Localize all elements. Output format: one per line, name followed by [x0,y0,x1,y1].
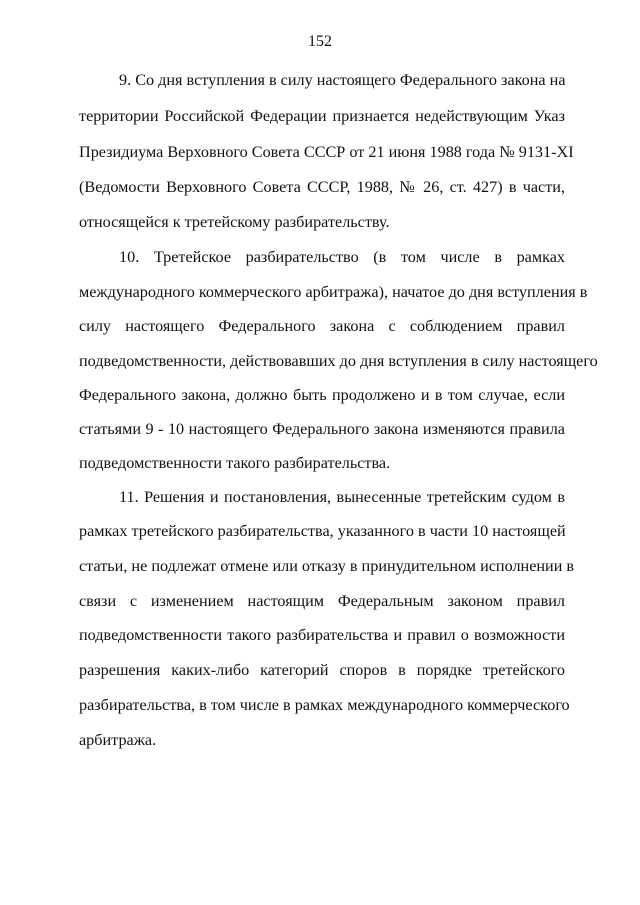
paragraph-10-line-1: 10. Третейское разбирательство (в том числе в рамках [119,248,565,266]
paragraph-10-line-3: силу настоящего Федерального закона с соблюдением правил [79,317,565,335]
paragraph-9-line-5: относящейся к третейскому разбирательству. [79,213,390,231]
paragraph-11-line-3: статьи, не подлежат отмене или отказу в принудительном исполнении в [79,557,575,575]
paragraph-10-line-6: статьями 9 - 10 настоящего Федерального закона изменяются правила [79,420,565,438]
paragraph-11-line-2: рамках третейского разбирательства, указанного в части 10 настоящей [79,522,566,540]
paragraph-11-line-8: арбитража. [79,731,157,749]
paragraph-11-line-5: подведомственности такого разбирательства и правил о возможности [79,626,565,644]
page-number: 152 [308,33,332,50]
paragraph-10-line-4: подведомственности, действовавших до дня вступления в силу настоящего [79,352,598,370]
paragraph-11-line-6: разрешения каких-либо категорий споров в порядке третейского [79,661,565,679]
paragraph-10-line-2: международного коммерческого арбитража), начатое до дня вступления в [79,283,588,301]
paragraph-10-line-5: Федерального закона, должно быть продолжено и в том случае, если [79,386,565,404]
paragraph-9-line-1: 9. Со дня вступления в силу настоящего Федерального закона на [119,71,566,89]
paragraph-10-line-7: подведомственности такого разбирательства. [79,454,391,472]
paragraph-11-line-4: связи с изменением настоящим Федеральным законом правил [79,592,565,610]
paragraph-11-line-1: 11. Решения и постановления, вынесенные третейским судом в [119,488,565,506]
paragraph-11-line-7: разбирательства, в том числе в рамках международного коммерческого [79,696,570,714]
paragraph-9-line-2: территории Российской Федерации признается недействующим Указ [79,107,565,125]
paragraph-9-line-3: Президиума Верховного Совета СССР от 21 июня 1988 года № 9131-XI [79,143,574,161]
paragraph-9-line-4: (Ведомости Верховного Совета СССР, 1988, № 26, ст. 427) в части, [79,178,565,196]
